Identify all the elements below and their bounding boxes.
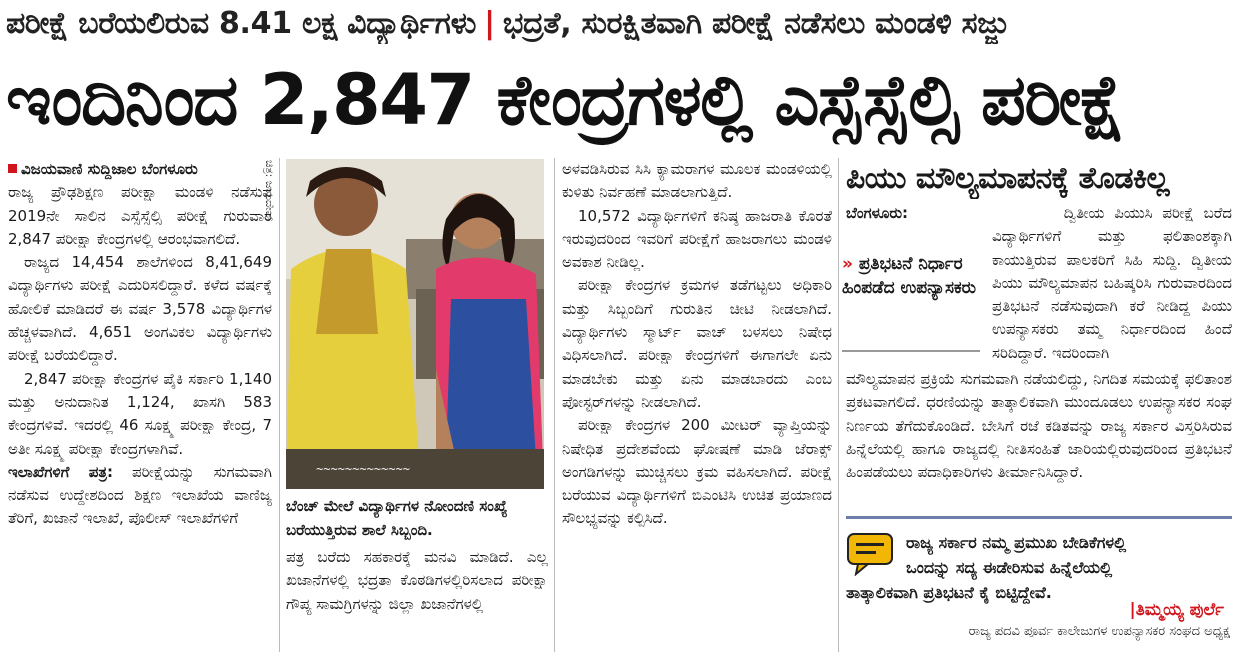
column-rule-1 [279,158,280,652]
pull-divider [842,350,980,352]
subhead: ಇಲಾಖೆಗಳಿಗೆ ಪತ್ರ: [8,462,113,481]
article-column-1 [8,158,272,652]
kicker-separator: | [484,6,495,41]
pull-text: ಪ್ರತಿಭಟನೆ ನಿರ್ಧಾರ ಹಿಂಪಡೆದ ಉಪನ್ಯಾಸಕರು [842,254,977,298]
paragraph: 2,847 ಪರೀಕ್ಷಾ ಕೇಂದ್ರಗಳ ಪೈಕಿ ಸರ್ಕಾರಿ 1,140 ಮತ್ತು ಅನುದಾನಿತ 1,124, ಖಾಸಗಿ 583 ಕೇಂದ್ರಗಳಿವೆ. ಇದರಲ್ಲಿ 46 ಸೂಕ್ಷ್ಮ ಪರೀಕ್ಷಾ ಕೇಂದ್ರ, 7 ಅತೀ ಸೂಕ್ಷ್ಮ ಪರೀಕ್ಷಾ ಕೇಂದ್ರಗಳಾಗಿವೆ. [8,369,272,458]
paragraph: ಪತ್ರ ಬರೆದು ಸಹಕಾರಕ್ಕೆ ಮನವಿ ಮಾಡಿದೆ. ಎಲ್ಲ ಖಜಾನೆಗಳಲ್ಲಿ ಭದ್ರತಾ ಕೊಠಡಿಗಳಲ್ಲಿರಿಸಲಾದ ಪರೀಕ್ಷಾ ಗೌಪ್ಯ ಸಾಮಗ್ರಿಗಳನ್ನು ಜಿಲ್ಲಾ ಖಜಾನೆಗಳಲ್ಲಿ [286,548,548,613]
kicker-left: ಪರೀಕ್ಷೆ ಬರೆಯಲಿರುವ 8.41 ಲಕ್ಷ ವಿದ್ಯಾರ್ಥಿಗಳು [6,6,477,41]
paragraph: ರಾಜ್ಯ ಪ್ರೌಢಶಿಕ್ಷಣ ಪರೀಕ್ಷಾ ಮಂಡಳಿ ನಡೆಸುವ 2019ನೇ ಸಾಲಿನ ಎಸ್ಸೆಸ್ಸೆಲ್ಸಿ ಪರೀಕ್ಷೆ ಗುರುವಾರ 2,847 ಪರೀಕ್ಷಾ ಕೇಂದ್ರಗಳಲ್ಲಿ ಆರಂಭವಾಗಲಿದೆ. [8,183,272,248]
column-rule-3 [838,158,839,652]
pull-arrow-icon: » [842,254,853,274]
dateline: ವಿಜಯವಾಣಿ ಸುದ್ದಿಜಾಲ ಬೆಂಗಳೂರು [21,160,198,178]
paragraph: ಪರೀಕ್ಷೆಯನ್ನು ಸುಗಮವಾಗಿ ನಡೆಸುವ ಉದ್ದೇಶದಿಂದ ಶಿಕ್ಷಣ ಇಲಾಖೆಯ ವಾಣಿಜ್ಯ ತೆರಿಗೆ, ಖಜಾನೆ ಇಲಾಖೆ, ಪೊಲೀಸ್ ಇಲಾಖೆಗಳಿಗೆ [8,462,272,528]
side-paragraph-1: ದ್ವಿತೀಯ ಪಿಯುಸಿ ಪರೀಕ್ಷೆ ಬರೆದ ವಿದ್ಯಾರ್ಥಿಗಳಿಗೆ ಮತ್ತು ಫಲಿತಾಂಶಕ್ಕಾಗಿ ಕಾಯುತ್ತಿರುವ ಪಾಲಕರಿಗೆ ಸಿಹಿ ಸುದ್ದಿ. ದ್ವಿತೀಯ ಪಿಯು ಮೌಲ್ಯಮಾಪನ ಬಹಿಷ್ಕರಿಸಿ ಗುರುವಾರದಿಂದ ಪ್ರತಿಭಟನೆ ನಡೆಸುವುದಾಗಿ ಕರೆ ನೀಡಿದ್ದ ಪಿಯು ಉಪನ್ಯಾಸಕರು ತಮ್ಮ ನಿರ್ಧಾರದಿಂದ ಹಿಂದೆ ಸರಿದಿದ್ದಾರೆ. ಇದರಿಂದಾಗಿ [992,204,1232,362]
side-paragraph-2: ಮೌಲ್ಯಮಾಪನ ಪ್ರಕ್ರಿಯೆ ಸುಗಮವಾಗಿ ನಡೆಯಲಿದ್ದು, ನಿಗದಿತ ಸಮಯಕ್ಕೆ ಫಲಿತಾಂಶ ಪ್ರಕಟವಾಗಲಿದೆ. ಧರಣಿಯನ್ನು ತಾತ್ಕಾಲಿಕವಾಗಿ ಮುಂದೂಡಲು ಉಪನ್ಯಾಸಕರ ಸಂಘ ನಿರ್ಣಯ ತೆಗೆದುಕೊಂಡಿದೆ. ಬೇಸಿಗೆ ರಜೆ ಕಡಿತವನ್ನು ರಾಜ್ಯ ಸರ್ಕಾರ ವಿಸ್ತರಿಸಿರುವ ಹಿನ್ನೆಲೆಯಲ್ಲಿ ಹಾಗೂ ರಾಜ್ಯದಲ್ಲಿ ನೀತಿಸಂಹಿತೆ ಜಾರಿಯಲ್ಲಿರುವುದರಿಂದ ಪ್ರತಿಭಟನೆ ಹಿಂಪಡೆಯಲು ಪದಾಧಿಕಾರಿಗಳು ತೀರ್ಮಾನಿಸಿದ್ದಾರೆ. [846,370,1232,482]
column-rule-2 [554,158,555,652]
paragraph: 10,572 ವಿದ್ಯಾರ್ಥಿಗಳಿಗೆ ಕನಿಷ್ಠ ಹಾಜರಾತಿ ಕೊರತೆ ಇರುವುದರಿಂದ ಇವರಿಗೆ ಪರೀಕ್ಷೆಗೆ ಹಾಜರಾಗಲು ಮಂಡಳಿ ಅವಕಾಶ ನೀಡಿಲ್ಲ. [562,206,832,272]
paragraph: ಪರೀಕ್ಷಾ ಕೇಂದ್ರಗಳ 200 ಮೀಟರ್ ವ್ಯಾಪ್ತಿಯನ್ನು ನಿಷೇಧಿತ ಪ್ರದೇಶವೆಂದು ಘೋಷಣೆ ಮಾಡಿ ಜೆರಾಕ್ಸ್ ಅಂಗಡಿಗಳನ್ನು ಮುಚ್ಚಿಸಲು ಕ್ರಮ ವಹಿಸಲಾಗಿದೆ. ಪರೀಕ್ಷೆ ಬರೆಯುವ ವಿದ್ಯಾರ್ಥಿಗಳಿಗೆ ಬಿಎಂಟಿಸಿ ಉಚಿತ ಪ್ರಯಾಣದ ಸೌಲಭ್ಯವನ್ನು ಕಲ್ಪಿಸಿದೆ. [562,416,832,528]
quote-box [846,520,1232,654]
news-photo [286,159,544,489]
quote-line: ಒಂದನ್ನು ಸದ್ಯ ಈಡೇರಿಸುವ ಹಿನ್ನೆಲೆಯಲ್ಲಿ [906,558,1113,577]
paragraph: ಪರೀಕ್ಷಾ ಕೇಂದ್ರಗಳ ಕ್ರಮಗಳ ತಡೆಗಟ್ಟಲು ಅಧಿಕಾರಿ ಮತ್ತು ಸಿಬ್ಬಂದಿಗೆ ಗುರುತಿನ ಚೀಟಿ ನೀಡಲಾಗಿದೆ. ವಿದ್ಯಾರ್ಥಿಗಳು ಸ್ಮಾರ್ಟ್ ವಾಚ್ ಬಳಸಲು ನಿಷೇಧ ವಿಧಿಸಲಾಗಿದೆ. ಪರೀಕ್ಷಾ ಕೇಂದ್ರಗಳಿಗೆ ಈಗಾಗಲೇ ಏನು ಮಾಡಬೇಕು ಮತ್ತು ಏನು ಮಾಡಬಾರದು ಎಂಬ ಪೋಸ್ಟರ್‌ಗಳನ್ನು ನೀಡಲಾಗಿದೆ. [562,276,832,411]
quote-author: |ತಿಮ್ಮಯ್ಯ ಪುರ್ಲೆ [1129,600,1224,620]
quote-rule [846,516,1232,519]
quote-author-name: ತಿಮ್ಮಯ್ಯ ಪುರ್ಲೆ [1135,600,1224,620]
paragraph: ರಾಜ್ಯದ 14,454 ಶಾಲೆಗಳಿಂದ 8,41,649 ವಿದ್ಯಾರ್ಥಿಗಳು ಪರೀಕ್ಷೆ ಎದುರಿಸಲಿದ್ದಾರೆ. ಕಳೆದ ವರ್ಷಕ್ಕೆ ಹೋಲಿಕೆ ಮಾಡಿದರೆ ಈ ವರ್ಷ 3,578 ವಿದ್ಯಾರ್ಥಿಗಳ ಹೆಚ್ಚಳವಾಗಿದೆ. 4,651 ಅಂಗವಿಕಲ ವಿದ್ಯಾರ್ಥಿಗಳು ಪರೀಕ್ಷೆ ಬರೆಯಲಿದ್ದಾರೆ. [8,253,272,365]
side-dateline: ಬೆಂಗಳೂರು: [846,204,909,222]
article-column-3 [562,158,832,652]
dateline-marker [8,164,17,173]
pull-quote [842,252,978,300]
quote-line: ರಾಜ್ಯ ಸರ್ಕಾರ ನಮ್ಮ ಪ್ರಮುಖ ಬೇಡಿಕೆಗಳಲ್ಲಿ [906,533,1127,552]
kicker-right: ಭದ್ರತೆ, ಸುರಕ್ಷಿತವಾಗಿ ಪರೀಕ್ಷೆ ನಡೆಸಲು ಮಂಡಳಿ ಸಜ್ಜು [502,6,1009,41]
paragraph: ಅಳವಡಿಸಿರುವ ಸಿಸಿ ಕ್ಯಾಮರಾಗಳ ಮೂಲಕ ಮಂಡಳಿಯಲ್ಲಿ ಕುಳಿತು ನಿರ್ವಹಣೆ ಮಾಡಲಾಗುತ್ತಿದೆ. [562,160,832,202]
photo-credit: ಚಿತ್ರ: ಜಯದೇವ್ [263,160,276,222]
quote-line: ತಾತ್ಕಾಲಿಕವಾಗಿ ಪ್ರತಿಭಟನೆ ಕೈ ಬಿಟ್ಟಿದ್ದೇವೆ. [846,583,1052,602]
kicker-line [6,4,1232,44]
side-article-bottom [846,368,1232,510]
photo-illustration [286,159,544,489]
quote-author-role: ರಾಜ್ಯ ಪದವಿ ಪೂರ್ವ ಕಾಲೇಜುಗಳ ಉಪನ್ಯಾಸಕರ ಸಂಘದ ಅಧ್ಯಕ್ಷ [968,624,1230,639]
article-column-2 [286,546,548,652]
svg-text:~~~~~~~~~~~~~: ~~~~~~~~~~~~~ [316,462,410,476]
photo-caption: ಬೆಂಚ್ ಮೇಲೆ ವಿದ್ಯಾರ್ಥಿಗಳ ನೋಂದಣಿ ಸಂಖ್ಯೆ ಬರೆಯುತ್ತಿರುವ ಶಾಲೆ ಸಿಬ್ಬಂದಿ. [286,497,508,539]
quote-text [846,530,1232,605]
side-headline: ಪಿಯು ಮೌಲ್ಯಮಾಪನಕ್ಕೆ ತೊಡಕಿಲ್ಲ [846,161,1170,196]
main-headline: ಇಂದಿನಿಂದ 2,847 ಕೇಂದ್ರಗಳಲ್ಲಿ ಎಸ್ಸೆಸ್ಸೆಲ್ಸಿ ಪರೀಕ್ಷೆ [6,59,1124,141]
